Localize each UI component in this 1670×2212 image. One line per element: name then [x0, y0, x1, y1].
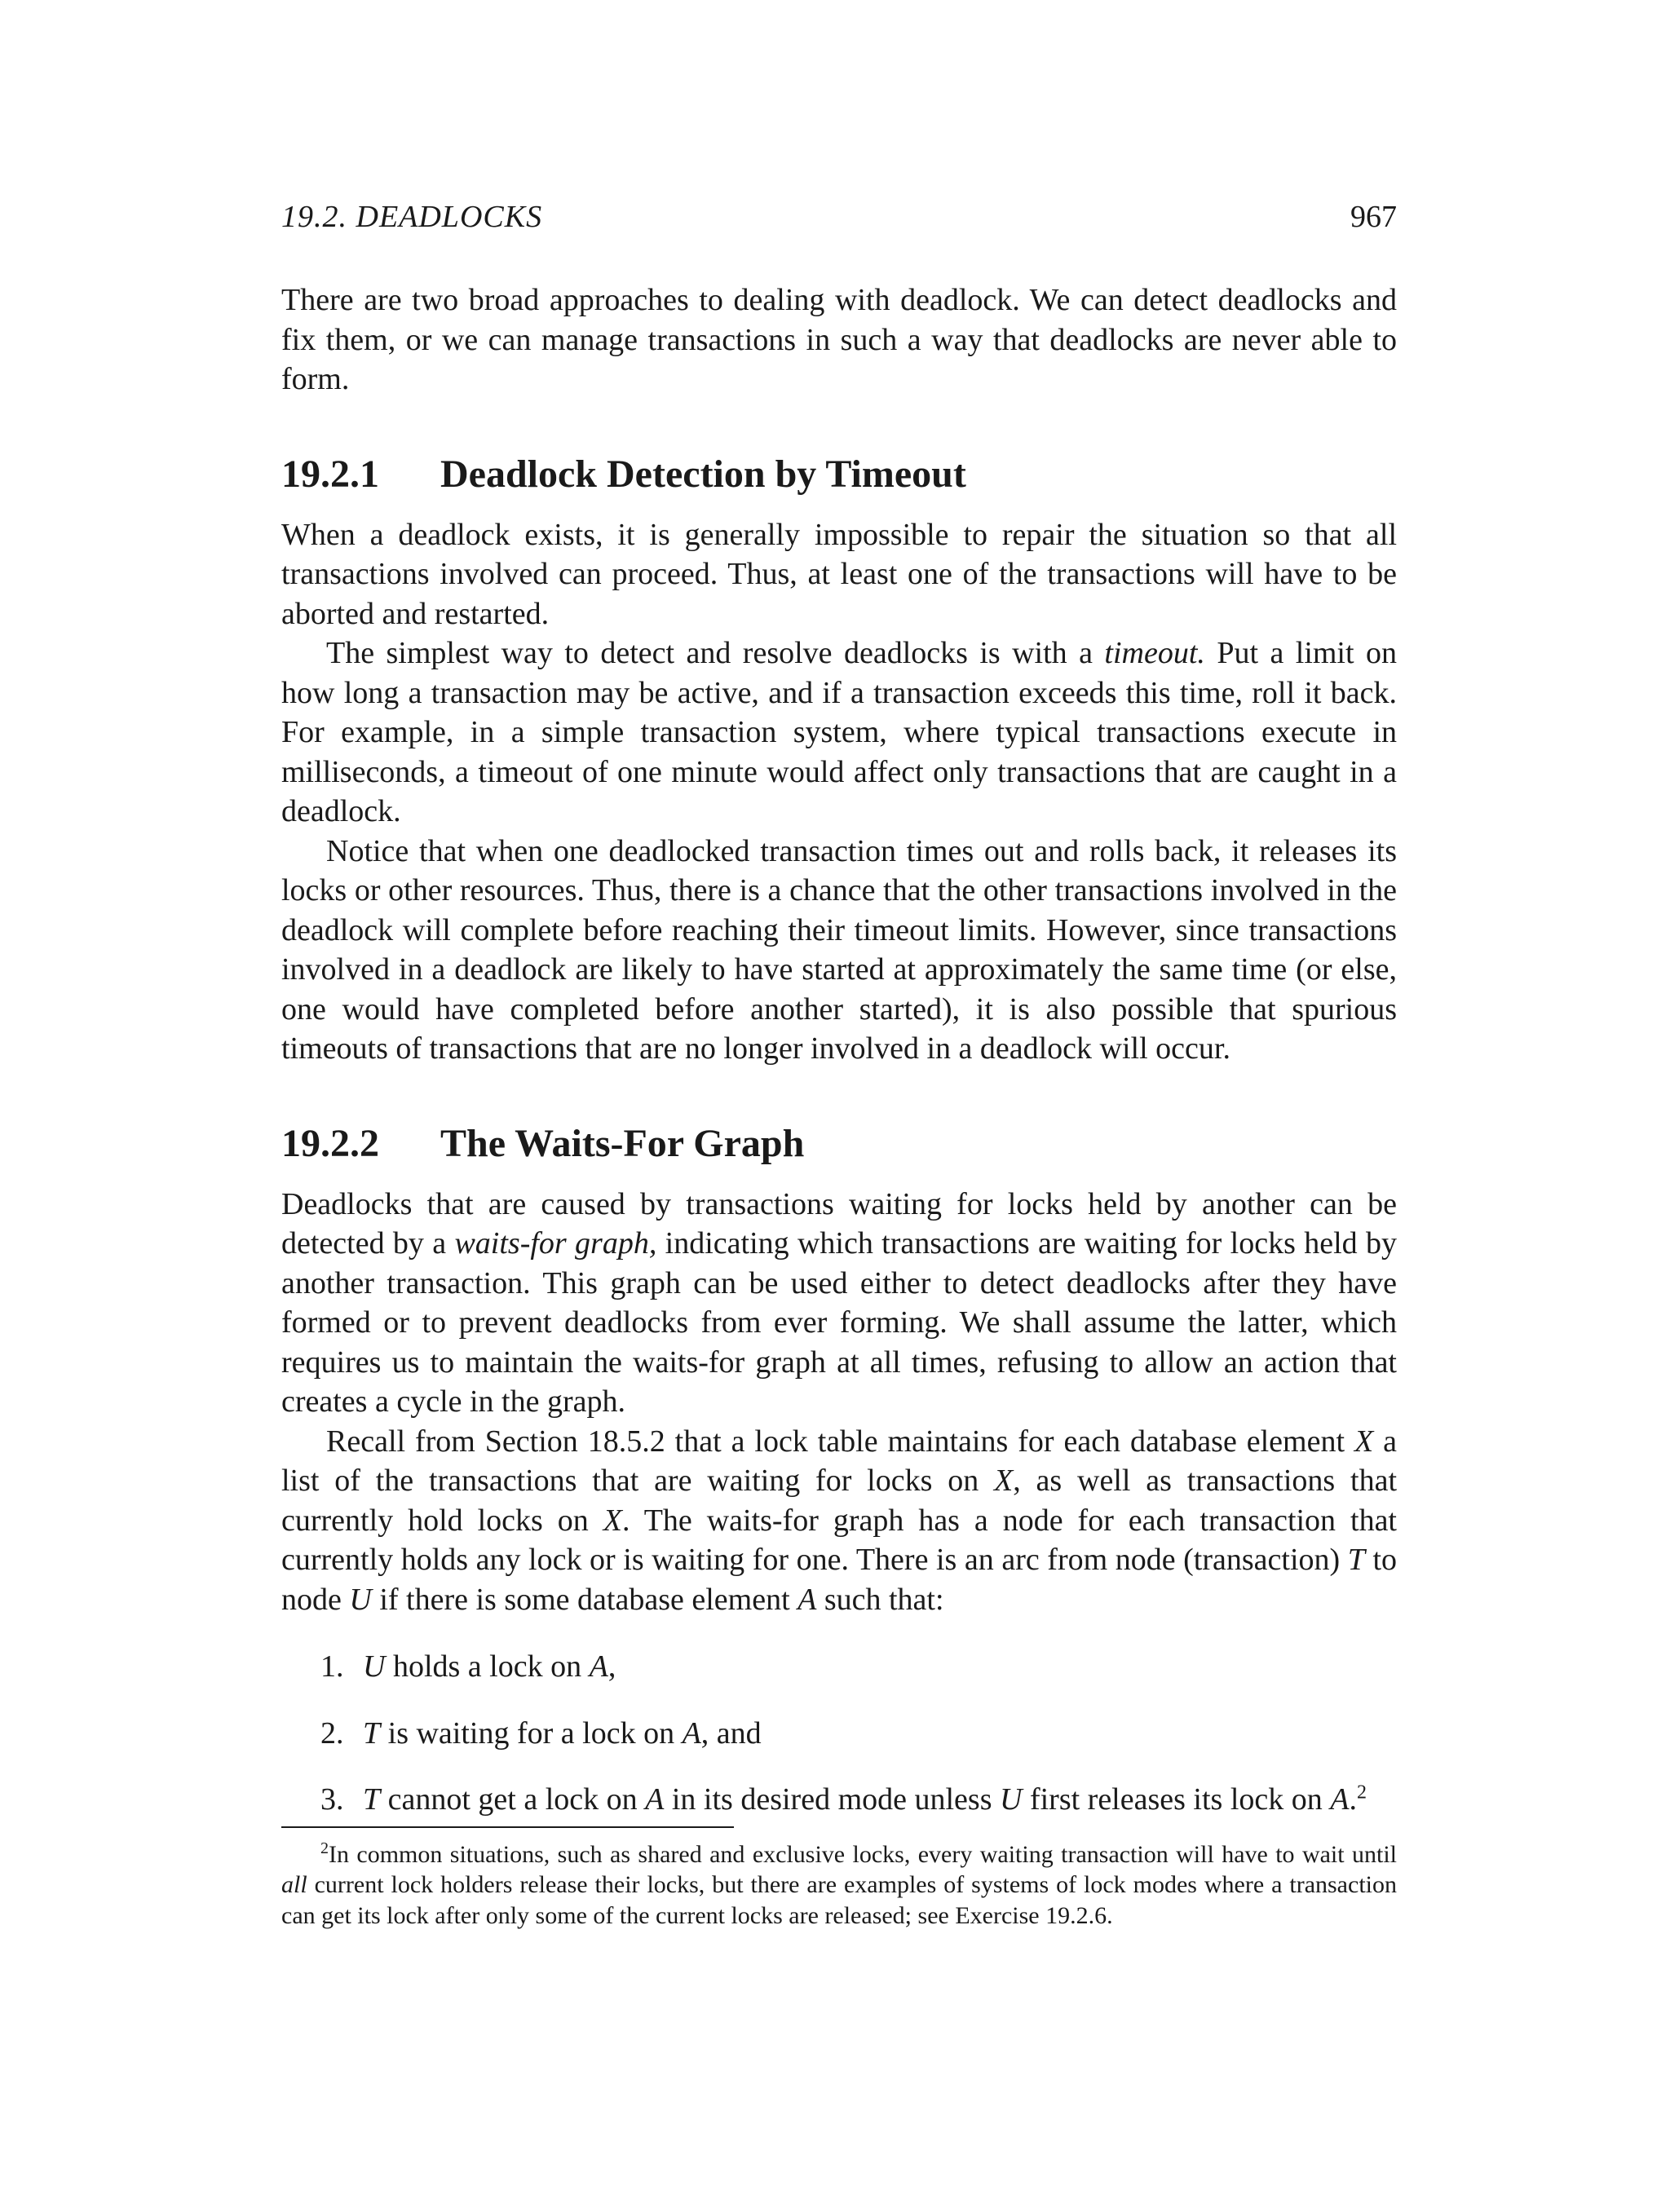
footnote	[281, 1839, 1397, 1932]
text-run: in its desired mode unless	[664, 1782, 1000, 1817]
list-item	[281, 1780, 1397, 1820]
math-var: T	[363, 1715, 381, 1751]
section-number: 19.2.1	[281, 452, 379, 496]
math-var: A	[1330, 1782, 1350, 1817]
text-run: a list of the transactions that are waiting for locks on	[281, 1424, 1397, 1498]
running-header	[281, 196, 1397, 238]
text-run: Put a limit on how long a transaction may be active, and if a transaction exceeds this time, roll it back. For example, in a simple transaction system, where typical transactions execute in milliseconds, a timeout of one minute would affect only transactions that are caught in a deadlock.	[281, 636, 1397, 828]
math-var: X	[1354, 1424, 1374, 1459]
text-run: holds a lock on	[385, 1649, 590, 1684]
list-marker: 3.	[320, 1782, 344, 1817]
text-run: Recall from Section 18.5.2 that a lock table maintains for each database element	[326, 1424, 1354, 1459]
condition-list	[281, 1647, 1397, 1820]
running-header-title: 19.2. DEADLOCKS	[281, 200, 543, 234]
intro-paragraph: There are two broad approaches to dealing with deadlock. We can detect deadlocks and fix them, or we can manage transactions in such a way that deadlocks are never able to form.	[281, 283, 1397, 396]
section-title: Deadlock Detection by Timeout	[440, 452, 966, 496]
text-run: indicating which transactions are waiting for locks held by another transaction. This graph can be used either to detect deadlocks after they have formed or to prevent deadlocks from ever forming. We shall assume the latter, which requires us to maintain the waits-for graph at all times, refusing to allow an action that creates a cycle in the graph.	[281, 1226, 1397, 1419]
timeout-paragraph-3: Notice that when one deadlocked transaction times out and rolls back, it releases its locks or other resources. Thus, there is a chance that the other transactions involved in the deadlock will complete before reaching their timeout limits. However, since transactions involved in a deadlock are likely to have started at approximately the same time (or else, one would have completed before another started), it is also possible that spurious timeouts of transactions that are no longer involved in a deadlock will occur.	[281, 833, 1397, 1066]
text-run: first releases its lock on	[1022, 1782, 1331, 1817]
math-var: X	[994, 1464, 1014, 1498]
list-item	[281, 1714, 1397, 1754]
math-var: U	[349, 1582, 372, 1617]
list-item-text	[363, 1647, 1397, 1687]
text-run: such that:	[816, 1582, 944, 1617]
list-item	[281, 1647, 1397, 1687]
footnote-mark: 2	[320, 1839, 329, 1857]
list-item-text	[363, 1780, 1397, 1820]
list-marker: 1.	[320, 1649, 344, 1684]
math-var: A	[589, 1649, 608, 1684]
waits-for-paragraph-1	[281, 1185, 1397, 1422]
list-item-text	[363, 1714, 1397, 1754]
text-run: , and	[700, 1715, 762, 1751]
section-number: 19.2.2	[281, 1121, 379, 1165]
text-run: to node	[281, 1543, 1397, 1617]
text-run: .	[1349, 1782, 1357, 1817]
text-run: . The waits-for graph has a node for each transaction that currently holds any lock or is waiting for one. There is an arc from node (transaction)	[281, 1503, 1397, 1577]
section-heading-timeout	[281, 450, 1397, 499]
math-var: U	[1000, 1782, 1023, 1817]
list-marker: 2.	[320, 1715, 344, 1751]
text-run: Deadlocks that are caused by transactions waiting for locks held by another can be detected by a	[281, 1186, 1397, 1261]
text-run: ,	[607, 1649, 616, 1684]
text-run: current lock holders release their locks, but there are examples of systems of lock modes where a transaction can get its lock after only some of the current locks are released; see Exercise 19.2.6.	[281, 1871, 1397, 1929]
text-run: cannot get a lock on	[380, 1782, 646, 1817]
term-waits-for-graph: waits-for graph,	[454, 1226, 657, 1261]
math-var: A	[682, 1715, 701, 1751]
section-heading-waits-for	[281, 1119, 1397, 1168]
text-run: if there is some database element	[371, 1582, 798, 1617]
footnote-reference[interactable]: 2	[1356, 1782, 1367, 1804]
text-run: The simplest way to detect and resolve deadlocks is with a	[326, 636, 1105, 670]
footnote-emphasis: all	[281, 1871, 307, 1898]
waits-for-paragraph-2	[281, 1422, 1397, 1620]
text-run: In common situations, such as shared and exclusive locks, every waiting transaction will have to wait until	[329, 1840, 1397, 1868]
term-timeout: timeout.	[1104, 636, 1205, 670]
footnote-divider	[281, 1826, 734, 1828]
math-var: T	[1347, 1543, 1365, 1577]
math-var: A	[797, 1582, 817, 1617]
page-number: 967	[1350, 200, 1397, 234]
book-page	[281, 196, 1397, 1931]
text-run: , as well as transactions that currently hold locks on	[281, 1464, 1397, 1538]
math-var: U	[363, 1649, 386, 1684]
text-run: is waiting for a lock on	[380, 1715, 683, 1751]
math-var: X	[603, 1503, 622, 1538]
section-title: The Waits-For Graph	[440, 1121, 805, 1165]
math-var: A	[645, 1782, 665, 1817]
math-var: T	[363, 1782, 381, 1817]
timeout-paragraph-1: When a deadlock exists, it is generally impossible to repair the situation so that all transactions involved can proceed. Thus, at least one of the transactions will have to be aborted and restarted.	[281, 517, 1397, 631]
timeout-paragraph-2	[281, 634, 1397, 832]
